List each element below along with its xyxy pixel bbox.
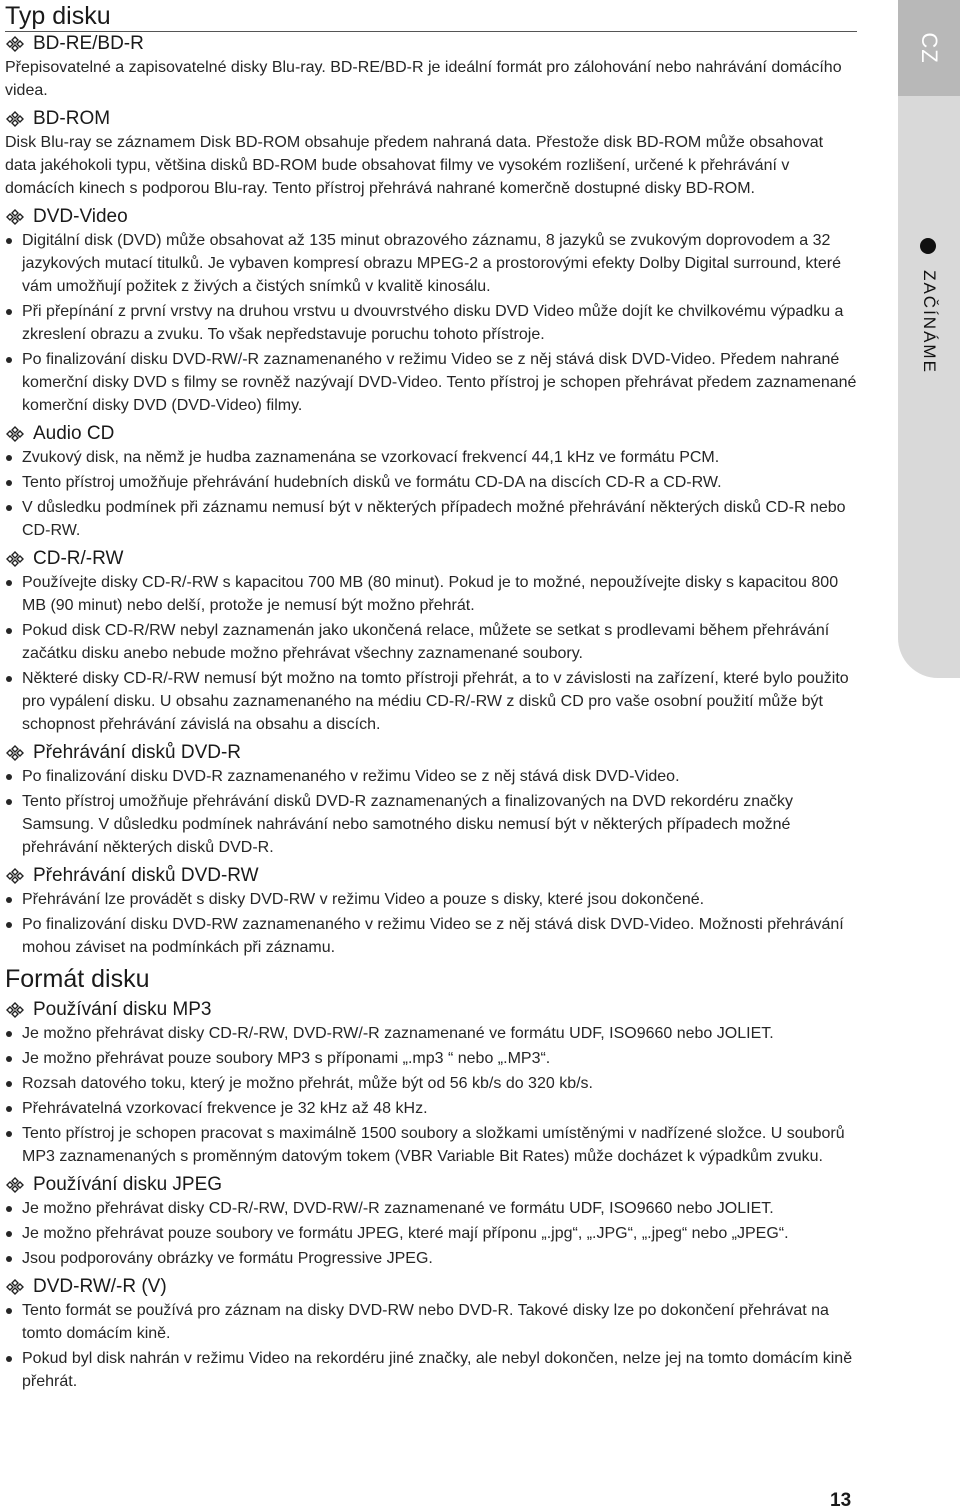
list-item-text: Tento formát se používá pro záznam na disky DVD-RW nebo DVD-R. Takové disky lze po dokončení přehrávat na tomto domácím kině.: [22, 1302, 829, 1342]
dvd-r-heading: [5, 741, 857, 765]
diamond-icon: [5, 745, 25, 761]
bullet-icon: [6, 1256, 12, 1262]
section-bd-rom: [5, 107, 857, 200]
bullet-icon: [6, 480, 12, 486]
bullet-icon: [6, 1206, 12, 1212]
jpeg-list: [5, 1197, 857, 1270]
section-audio-cd: [5, 422, 857, 542]
jpeg-heading-text: Používání disku JPEG: [33, 1174, 223, 1195]
bullet-icon: [6, 1031, 12, 1037]
diamond-icon: [5, 111, 25, 127]
dvd-rw-heading-text: Přehrávání disků DVD-RW: [33, 865, 259, 886]
list-item: [5, 619, 857, 665]
mp3-heading: [5, 998, 857, 1022]
audio-cd-list: [5, 446, 857, 542]
list-item-text: Je možno přehrávat disky CD-R/-RW, DVD-RW/-R zaznamenané ve formátu UDF, ISO9660 nebo JOLIET.: [22, 1200, 774, 1217]
list-item: [5, 1097, 857, 1120]
bullet-icon: [6, 1106, 12, 1112]
language-tab: [898, 0, 960, 96]
list-item: [5, 1122, 857, 1168]
list-item-text: Digitální disk (DVD) může obsahovat až 135 minut obrazového záznamu, 8 jazyků se zvukovým doprovodem a 32 jazykových mutací titulků. Je vybaven kompresí obrazu MPEG-2 a prostorovými efekty Dolby Digital surround, které vám umožňují požitek z živých a čistých snímků v kvalitě kinosálu.: [22, 232, 841, 295]
list-item: [5, 300, 857, 346]
diamond-icon: [5, 1177, 25, 1193]
bullet-icon: [6, 357, 12, 363]
list-item: [5, 1072, 857, 1095]
dvd-rw-list: [5, 888, 857, 959]
dvd-rw-r-v-list: [5, 1299, 857, 1393]
list-item-text: Při přepínání z první vrstvy na druhou vrstvu u dvouvrstvého disku DVD Video může dojít ke chvilkovému výpadku a zkreslení obrazu a zvuku. To však nepředstavuje poruchu tohoto přístroje.: [22, 303, 844, 343]
dvd-video-list: [5, 229, 857, 417]
list-item: [5, 471, 857, 494]
bd-rom-text: Disk Blu-ray se záznamem Disk BD-ROM obsahuje předem nahraná data. Přestože disk BD-ROM může obsahovat data jakéhokoli typu, většina disků BD-ROM bude obsahovat filmy ve vysokém rozlišení, určené k přehrávání v domácích kinech s podporou Blu-ray. Tento přístroj přehrává nahrané komerčně dostupné disky BD-ROM.: [5, 134, 824, 197]
diamond-icon: [5, 36, 25, 52]
list-item-text: Je možno přehrávat disky CD-R/-RW, DVD-RW/-R zaznamenané ve formátu UDF, ISO9660 nebo JOLIET.: [22, 1025, 774, 1042]
dvd-r-heading-text: Přehrávání disků DVD-R: [33, 742, 242, 763]
list-item: [5, 571, 857, 617]
bullet-icon: [6, 238, 12, 244]
audio-cd-heading: [5, 422, 857, 446]
list-item-text: Po finalizování disku DVD-RW/-R zaznamenaného v režimu Video se z něj stává disk DVD-Video. Předem nahrané komerční disky DVD s filmy se rovněž nazývají DVD-Video. Tento přístroj je schopen přehrávat předem zaznamenané komerční disky DVD (DVD-Video) filmy.: [22, 351, 857, 414]
list-item: [5, 1197, 857, 1220]
section-tab-label: ZAČÍNÁME: [920, 270, 939, 374]
list-item: [5, 229, 857, 298]
list-item-text: Tento přístroj umožňuje přehrávání disků DVD-R zaznamenaných a finalizovaných na DVD rekordéru značky Samsung. V důsledku podmínek nahrávání nebo samotného disku nemusí být v některých případech možné přehrávání některých disků DVD-R.: [22, 793, 794, 856]
list-item-text: Po finalizování disku DVD-RW zaznamenaného v režimu Video se z něj stává disk DVD-Video. Možnosti přehrávání mohou záviset na podmínkách při záznamu.: [22, 916, 844, 956]
bullet-icon: [6, 922, 12, 928]
cd-r-rw-heading-text: CD-R/-RW: [33, 548, 124, 569]
list-item: [5, 913, 857, 959]
dvd-rw-r-v-heading-text: DVD-RW/-R (V): [33, 1276, 167, 1297]
section-cd-r-rw: [5, 547, 857, 736]
section-bd-re: [5, 32, 857, 102]
page-number: 13: [830, 1490, 852, 1511]
diamond-icon: [5, 551, 25, 567]
disc-types-title: Typ disku: [5, 0, 857, 32]
cd-r-rw-list: [5, 571, 857, 736]
bullet-icon: [6, 774, 12, 780]
mp3-heading-text: Používání disku MP3: [33, 999, 212, 1020]
diamond-icon: [5, 426, 25, 442]
bullet-icon: [6, 1231, 12, 1237]
bullet-icon: [6, 799, 12, 805]
bullet-icon: [6, 1356, 12, 1362]
bullet-icon: [6, 1056, 12, 1062]
list-item-text: Rozsah datového toku, který je možno přehrát, může být od 56 kb/s do 320 kb/s.: [22, 1075, 593, 1092]
bd-rom-heading-text: BD-ROM: [33, 108, 111, 129]
jpeg-heading: [5, 1173, 857, 1197]
bd-re-heading: [5, 32, 857, 56]
list-item-text: Po finalizování disku DVD-R zaznamenaného v režimu Video se z něj stává disk DVD-Video.: [22, 768, 680, 785]
bd-re-heading-text: BD-RE/BD-R: [33, 33, 144, 54]
section-dvd-rw-r-v: [5, 1275, 857, 1393]
list-item-text: Některé disky CD-R/-RW nemusí být možno na tomto přístroji přehrát, a to v závislosti na zařízení, které bylo použito pro vypálení disku. U obsahu zaznamenaného na médiu CD-R/-RW z disků CD pro vaše osobní použití může být schopnost přehrávání závislá na obsahu a discích.: [22, 670, 849, 733]
section-dvd-video: [5, 205, 857, 417]
dvd-video-heading: [5, 205, 857, 229]
list-item: [5, 1022, 857, 1045]
section-dvd-rw: [5, 864, 857, 959]
dvd-rw-heading: [5, 864, 857, 888]
diamond-icon: [5, 1002, 25, 1018]
list-item-text: Jsou podporovány obrázky ve formátu Progressive JPEG.: [22, 1250, 433, 1267]
cd-r-rw-heading: [5, 547, 857, 571]
list-item-text: Přehrávání lze provádět s disky DVD-RW v režimu Video a pouze s disky, které jsou dokončené.: [22, 891, 705, 908]
list-item-text: Tento přístroj je schopen pracovat s maximálně 1500 soubory a složkami umístěnými v nadřízené složce. U souborů MP3 zaznamenaných s proměnným datovým tokem (VBR Variable Bit Rates) může docházet k výpadkům zvuku.: [22, 1125, 845, 1165]
disc-format-title: Formát disku: [5, 965, 150, 993]
list-item: [5, 348, 857, 417]
list-item: [5, 496, 857, 542]
bullet-icon: [6, 455, 12, 461]
section-jpeg: [5, 1173, 857, 1270]
bullet-icon: [6, 1308, 12, 1314]
diamond-icon: [5, 1279, 25, 1295]
dvd-rw-r-v-heading: [5, 1275, 857, 1299]
list-item-text: Přehrávatelná vzorkovací frekvence je 32 kHz až 48 kHz.: [22, 1100, 428, 1117]
diamond-icon: [5, 209, 25, 225]
audio-cd-heading-text: Audio CD: [33, 423, 115, 444]
section-dvd-r: [5, 741, 857, 859]
list-item-text: Tento přístroj umožňuje přehrávání hudebních disků ve formátu CD-DA na discích CD-R a CD-RW.: [22, 474, 722, 491]
list-item: [5, 1247, 857, 1270]
bullet-icon: [6, 309, 12, 315]
bd-re-text: Přepisovatelné a zapisovatelné disky Blu-ray. BD-RE/BD-R je ideální formát pro zálohování nebo nahrávání domácího videa.: [5, 59, 842, 99]
list-item: [5, 790, 857, 859]
list-item-text: Je možno přehrávat pouze soubory MP3 s příponami „.mp3 “ nebo „.MP3“.: [22, 1050, 551, 1067]
list-item: [5, 446, 857, 469]
mp3-list: [5, 1022, 857, 1168]
list-item: [5, 667, 857, 736]
language-label: CZ: [917, 32, 942, 64]
bullet-icon: [6, 897, 12, 903]
list-item: [5, 888, 857, 911]
list-item-text: Je možno přehrávat pouze soubory ve formátu JPEG, které mají příponu „.jpg“, „.JPG“, „.jpeg“ nebo „JPEG“.: [22, 1225, 789, 1242]
list-item: [5, 1299, 857, 1345]
bullet-icon: [6, 628, 12, 634]
bullet-icon: [6, 580, 12, 586]
bullet-icon: [6, 1131, 12, 1137]
list-item: [5, 1222, 857, 1245]
bullet-icon: [920, 238, 936, 254]
list-item: [5, 1047, 857, 1070]
diamond-icon: [5, 868, 25, 884]
list-item: [5, 1347, 857, 1393]
section-mp3: [5, 998, 857, 1168]
side-tab: [898, 0, 960, 678]
list-item-text: Zvukový disk, na němž je hudba zaznamenána se vzorkovací frekvencí 44,1 kHz ve formátu PCM.: [22, 449, 720, 466]
list-item-text: Pokud disk CD-R/RW nebyl zaznamenán jako ukončená relace, můžete se setkat s prodlevami během přehrávání začátku disku anebo nebude možno přehrávat všechny zaznamenané soubory.: [22, 622, 830, 662]
list-item-text: Používejte disky CD-R/-RW s kapacitou 700 MB (80 minut). Pokud je to možné, nepoužívejte disky s kapacitou 800 MB (90 minut) nebo delší, protože je nemusí být možno přehrát.: [22, 574, 839, 614]
bullet-icon: [6, 1081, 12, 1087]
page-content: [5, 0, 857, 1398]
bullet-icon: [6, 505, 12, 511]
list-item: [5, 765, 857, 788]
dvd-r-list: [5, 765, 857, 859]
bd-rom-heading: [5, 107, 857, 131]
bullet-icon: [6, 676, 12, 682]
dvd-video-heading-text: DVD-Video: [33, 206, 128, 227]
list-item-text: V důsledku podmínek při záznamu nemusí být v některých případech možné přehrávání některých disků CD-R nebo CD-RW.: [22, 499, 846, 539]
list-item-text: Pokud byl disk nahrán v režimu Video na rekordéru jiné značky, ale nebyl dokončen, nelze jej na tomto domácím kině přehrát.: [22, 1350, 853, 1390]
